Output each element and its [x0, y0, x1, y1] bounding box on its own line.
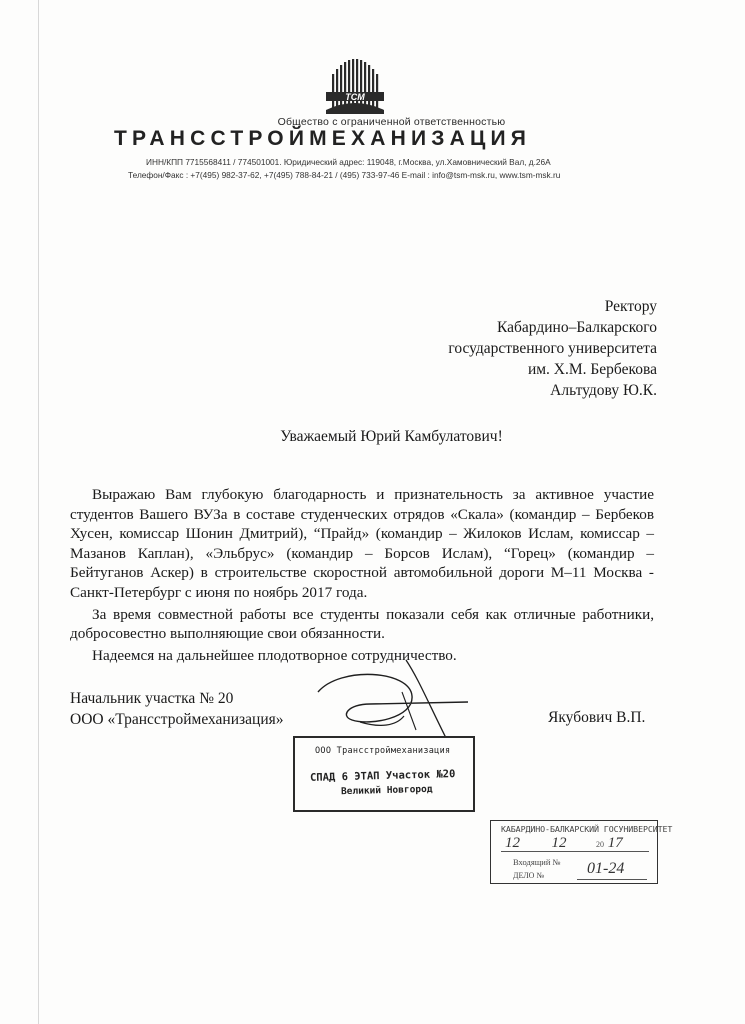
scan-edge-line: [38, 0, 39, 1024]
registration-number: 01-24: [587, 860, 625, 877]
handwritten-signature: [300, 658, 470, 738]
registration-date: [505, 835, 623, 852]
stamp-section-line: СПАД 6 ЭТАП Участок №20: [309, 768, 456, 784]
body-paragraph: За время совместной работы все студенты показали себя как отличные работники, добросовестно выполняющие свои обязанности.: [70, 605, 654, 643]
registration-year: 17: [607, 835, 623, 851]
registration-year-prefix: 20: [596, 840, 604, 849]
addressee-block: [448, 296, 657, 401]
company-name: ТРАНССТРОЙМЕХАНИЗАЦИЯ: [114, 127, 532, 150]
body-paragraph: Надеемся на дальнейшее плодотворное сотрудничество.: [92, 646, 457, 664]
case-number-label: ДЕЛО №: [513, 871, 545, 880]
registration-stamp: [490, 820, 673, 884]
addressee-line: им. Х.М. Бербекова: [527, 361, 657, 378]
signatory-position: [70, 688, 284, 730]
salutation: Уважаемый Юрий Камбулатович!: [280, 428, 503, 445]
company-stamp: [293, 736, 475, 812]
date-underline: [501, 851, 649, 852]
addressee-line: Ректору: [604, 298, 657, 315]
registration-details: ИНН/КПП 7715568411 / 774501001. Юридический адрес: 119048, г.Москва, ул.Хамовнический Вал, д.26А: [146, 157, 551, 167]
addressee-line: Альтудову Ю.К.: [550, 382, 657, 399]
legal-form-text: Общество с ограниченной ответственностью: [277, 116, 506, 128]
organization-name: ООО «Трансстроймеханизация»: [70, 711, 284, 728]
position-title: Начальник участка № 20: [70, 690, 234, 707]
body-paragraph: Выражаю Вам глубокую благодарность и признательность за активное участие студентов Вашего ВУЗа в составе студенческих отрядов «Скала» (командир – Бербеков Хусен, комиссар Шонин Дмитрий), “Прайд» (командир – Жилоков Ислам, комиссар – Мазанов Каплан), «Эльбрус» (командир – Борсов Ислам), “Горец» (командир – Бейтуганов Аскер) в строительстве скоростной автомобильной дороги М–11 Москва - Санкт-Петербург с июня по ноябрь 2017 года.: [70, 486, 654, 601]
incoming-number-label: Входящий №: [513, 857, 561, 867]
addressee-line: Кабардино–Балкарского: [497, 319, 657, 336]
registration-day: 12: [505, 835, 520, 851]
contact-details: Телефон/Факс : +7(495) 982-37-62, +7(495) 788-84-21 / (495) 733-97-46 E-mail : info@tsm-msk.ru, www.tsm-msk.ru: [128, 170, 561, 180]
tsm-logo: [322, 58, 388, 116]
stamp-company-line: ООО Трансстроймеханизация: [315, 746, 451, 756]
logo-text: ТСМ: [345, 92, 365, 102]
addressee-line: государственного университета: [448, 340, 657, 357]
stamp-city-line: Великий Новгород: [340, 783, 433, 798]
number-underline: [577, 879, 647, 880]
registration-stamp-header: КАБАРДИНО-БАЛКАРСКИЙ ГОСУНИВЕРСИТЕТ: [501, 824, 673, 834]
letter-body: [70, 485, 654, 667]
registration-month: 12: [551, 835, 567, 851]
signatory-name: Якубович В.П.: [548, 709, 646, 726]
